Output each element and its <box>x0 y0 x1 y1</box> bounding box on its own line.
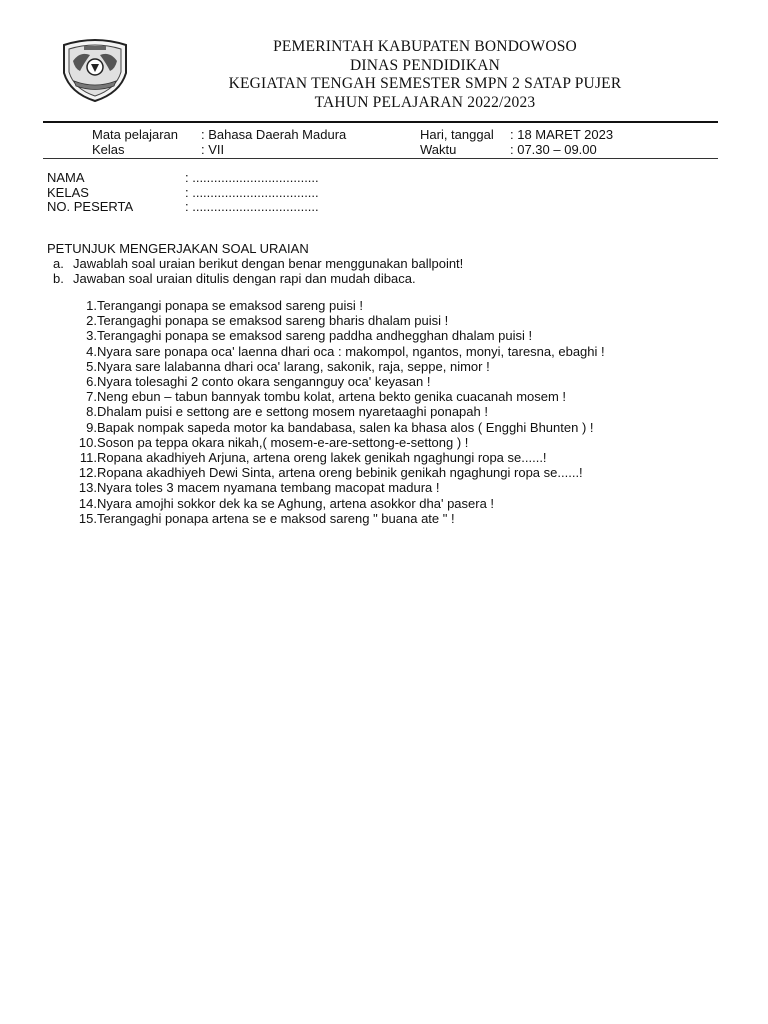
instruction-text: Jawablah soal uraian berikut dengan benar menggunakan ballpoint! <box>73 256 464 271</box>
identity-row-number <box>47 200 319 215</box>
question-number: 12. <box>78 465 97 481</box>
question-item <box>70 389 605 404</box>
question-text: Terangaghi ponapa se emaksod sareng paddha andhegghan dhalam puisi ! <box>97 328 533 344</box>
instruction-mark: b. <box>53 271 64 286</box>
question-item <box>70 313 605 328</box>
instruction-item <box>47 256 463 271</box>
question-number: 14. <box>78 495 97 511</box>
header-government: PEMERINTAH KABUPATEN BONDOWOSO <box>273 38 577 55</box>
instructions <box>47 241 463 286</box>
question-item <box>70 344 605 359</box>
question-item <box>70 435 605 450</box>
question-item <box>70 496 605 511</box>
question-number: 1. <box>86 298 97 313</box>
question-number: 6. <box>86 374 97 390</box>
class-label: Kelas <box>92 142 125 157</box>
meta-right <box>420 127 613 157</box>
question-text: Dhalam puisi e settong are e settong mosem nyaretaaghi ponapah ! <box>97 404 488 420</box>
name-label: NAMA <box>47 170 85 185</box>
question-item <box>70 328 605 343</box>
subject-value: : Bahasa Daerah Madura <box>201 127 347 142</box>
question-number: 13. <box>78 480 97 496</box>
question-text: Nyara toles 3 macem nyamana tembang macopat madura ! <box>97 480 440 496</box>
letterhead <box>150 38 700 112</box>
question-number: 9. <box>86 419 97 435</box>
question-text: Nyara amojhi sokkor dek ka se Aghung, artena asokkor dha' pasera ! <box>97 495 495 511</box>
instruction-mark: a. <box>53 256 64 271</box>
header-exam-title: KEGIATAN TENGAH SEMESTER SMPN 2 SATAP PUJER <box>228 75 622 92</box>
question-item <box>70 450 605 465</box>
class-field[interactable]: : ................................... <box>185 184 319 200</box>
question-item <box>70 420 605 435</box>
question-text: Ropana akadhiyeh Arjuna, artena oreng lakek genikah ngaghungi ropa se......! <box>97 450 547 466</box>
question-text: Terangaghi ponapa se emaksod sareng bharis dhalam puisi ! <box>97 313 449 329</box>
question-item <box>70 298 605 313</box>
identity-row-name <box>47 171 319 186</box>
date-label: Hari, tanggal <box>420 127 494 142</box>
question-item <box>70 465 605 480</box>
meta-divider <box>43 158 718 159</box>
instruction-text: Jawaban soal uraian ditulis dengan rapi dan mudah dibaca. <box>73 271 416 286</box>
header-school-year: TAHUN PELAJARAN 2022/2023 <box>314 93 536 111</box>
identity-row-class <box>47 186 319 201</box>
meta-left <box>92 127 346 157</box>
question-item <box>70 480 605 495</box>
class-value: : VII <box>201 142 225 157</box>
question-text: Nyara sare lalabanna dhari oca' larang, sakonik, raja, seppe, nimor ! <box>97 358 490 374</box>
question-text: Neng ebun – tabun bannyak tombu kolat, artena bekto genika cuacanah mosem ! <box>97 389 567 405</box>
question-item <box>70 511 605 526</box>
question-number: 11. <box>79 450 97 466</box>
question-list <box>70 298 605 526</box>
instruction-item <box>47 271 463 286</box>
participant-number-label: NO. PESERTA <box>47 199 134 214</box>
question-text: Terangangi ponapa se emaksod sareng puisi ! <box>97 298 363 313</box>
question-number: 15. <box>78 510 97 526</box>
question-text: Ropana akadhiyeh Dewi Sinta, artena oreng bebinik genikah ngaghungi ropa se......! <box>97 465 583 481</box>
question-text: Bapak nompak sapeda motor ka bandabasa, salen ka bhasa alos ( Engghi Bhunten ) ! <box>97 419 594 435</box>
question-item <box>70 359 605 374</box>
question-number: 5. <box>86 358 97 374</box>
question-text: Nyara sare ponapa oca' laenna dhari oca : makompol, ngantos, monyi, taresna, ebaghi ! <box>97 343 605 359</box>
date-value: : 18 MARET 2023 <box>510 127 614 142</box>
question-item <box>70 374 605 389</box>
header-office: DINAS PENDIDIKAN <box>349 56 500 74</box>
time-value: : 07.30 – 09.00 <box>510 142 597 157</box>
question-number: 7. <box>86 389 97 405</box>
question-item <box>70 404 605 419</box>
participant-number-field[interactable]: : ................................... <box>185 199 319 214</box>
question-number: 2. <box>86 313 97 329</box>
bondowoso-emblem-logo <box>60 37 130 103</box>
subject-label: Mata pelajaran <box>92 127 178 142</box>
question-text: Nyara tolesaghi 2 conto okara sengannguy oca' keyasan ! <box>97 374 431 390</box>
question-text: Soson pa teppa okara nikah,( mosem-e-are-settong-e-settong ) ! <box>97 434 469 450</box>
question-text: Terangaghi ponapa artena se e maksod sareng " buana ate " ! <box>97 510 455 526</box>
question-number: 10. <box>78 434 97 450</box>
time-label: Waktu <box>420 142 457 157</box>
class-id-label: KELAS <box>47 184 89 200</box>
question-number: 3. <box>86 328 97 344</box>
instructions-title: PETUNJUK MENGERJAKAN SOAL URAIAN <box>47 241 309 256</box>
student-identity <box>47 171 319 215</box>
header-divider <box>43 121 718 123</box>
question-number: 4. <box>86 343 97 359</box>
name-field[interactable]: : ................................... <box>185 170 319 185</box>
question-number: 8. <box>86 404 97 420</box>
